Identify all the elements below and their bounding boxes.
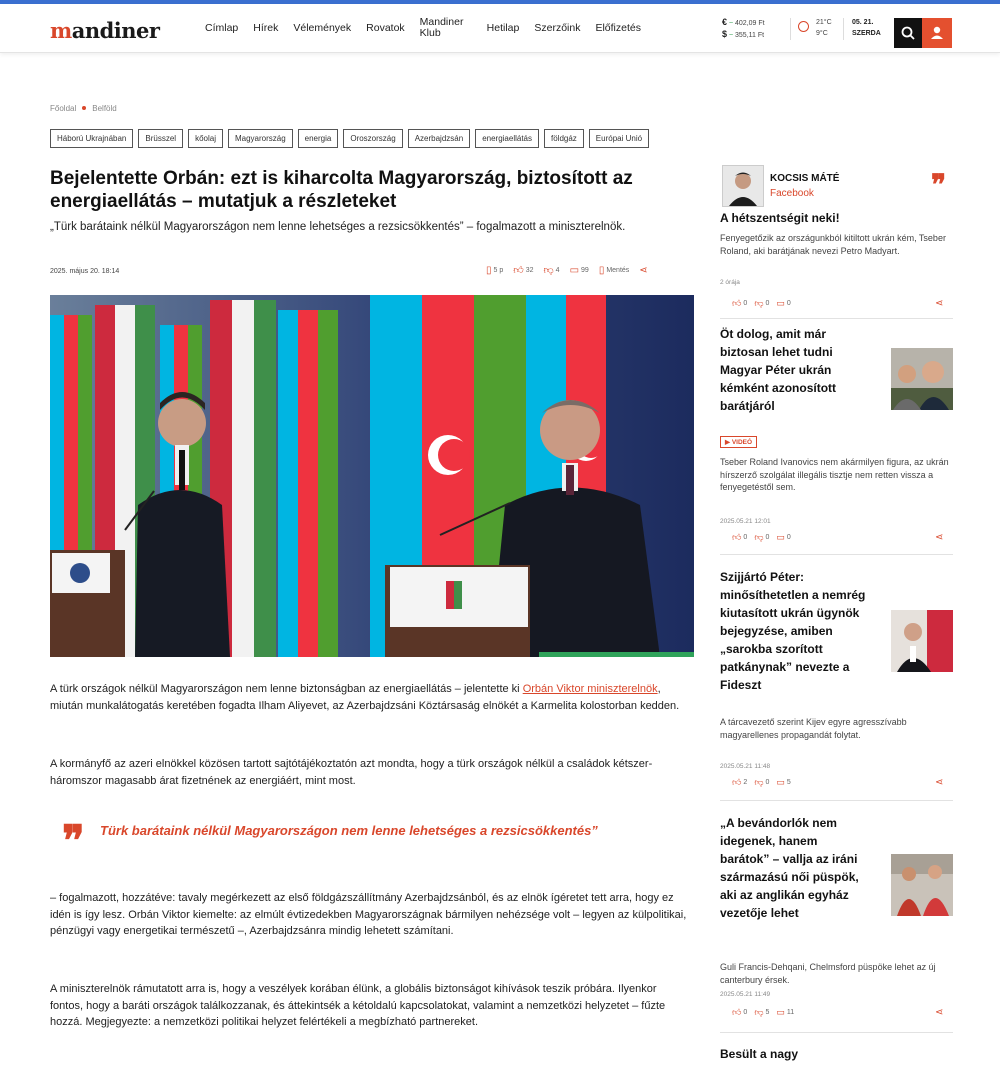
thumbs-down-icon: 👎︎	[754, 1007, 764, 1017]
comment-icon: ▭	[776, 298, 785, 308]
sidebar-stats	[732, 777, 798, 788]
sidebar-headline[interactable]: „A bevándorlók nem idegenek, hanem barátok” – vallja az iráni származású női püspök, aki az anglikán egyház vezetője lehet	[720, 816, 859, 920]
site-header: mandiner Címlap Hírek Vélemények Rovatok Mandiner Klub Hetilap Szerzőink Előfizetés € ~ 402,09 Ft $ ~ 355,11 Ft 21°C 9°C 05. 21. SZERDA	[0, 4, 1000, 53]
sidebar-excerpt: Tseber Roland Ivanovics nem akármilyen figura, az ukrán hírszerző szolgálat illegális tisztje nem retten vissza a fenyegetéstől sem.	[720, 457, 949, 492]
article-paragraph-2: A kormányfő az azeri elnökkel közösen tartott sajtótájékoztatón azt mondta, hogy a türk országok nélkül a családok kétszer-háromszor magasabb árat fizetnének az energiáért, mint most.	[50, 758, 653, 787]
comments-button[interactable]: ▭ 99	[569, 264, 589, 276]
sidebar-excerpt: Guli Francis-Dehqani, Chelmsford püspöke lehet az új canterbury érsek.	[720, 962, 936, 985]
like-button[interactable]: 👍︎ 32	[513, 265, 534, 276]
dislike-button[interactable]: 👎︎ 0	[754, 532, 770, 542]
thumbs-down-icon: 👎︎	[754, 298, 764, 308]
comment-icon: ▭	[776, 777, 785, 787]
user-button[interactable]	[922, 18, 952, 48]
comments-button[interactable]: ▭ 0	[776, 298, 791, 308]
article-stats	[486, 264, 660, 276]
user-icon	[922, 18, 952, 48]
nav-item-rovatok[interactable]: Rovatok	[366, 21, 405, 34]
tag[interactable]: Háború Ukrajnában	[50, 129, 133, 148]
article-lead: „Türk barátaink nélkül Magyarországon nem lenne lehetséges a rezsicsökkentés” – fogalmazott a miniszterelnök.	[50, 221, 626, 233]
site-logo[interactable]: mandiner	[50, 18, 160, 43]
share-icon: ⋖	[639, 264, 648, 276]
image-accent-bar	[539, 652, 694, 657]
sidebar-headline[interactable]: Öt dolog, amit már biztosan lehet tudni Magyar Péter ukrán kémként azonosított barátjáról	[720, 327, 837, 413]
dislike-button[interactable]: 👎︎ 4	[543, 265, 560, 276]
save-button[interactable]: ▯ Mentés	[598, 264, 630, 276]
sidebar-thumbnail[interactable]	[891, 610, 953, 672]
divider	[720, 1032, 953, 1033]
nav-item-cimlap[interactable]: Címlap	[205, 21, 239, 34]
orban-viktor-link[interactable]: Orbán Viktor miniszterelnök	[522, 683, 658, 695]
thumbs-up-icon: 👍︎	[732, 777, 742, 787]
divider	[720, 800, 953, 801]
dislike-button[interactable]: 👎︎ 5	[754, 1007, 770, 1017]
hero-image	[50, 295, 694, 657]
dislike-button[interactable]: 👎︎ 0	[754, 777, 770, 787]
tag[interactable]: földgáz	[544, 129, 584, 148]
share-icon[interactable]: ⋖	[935, 1007, 944, 1018]
thumbs-down-icon: 👎︎	[754, 777, 764, 787]
sidebar-stats	[732, 532, 798, 543]
thumbs-up-icon: 👍︎	[732, 1007, 742, 1017]
author-name: KOCSIS MÁTÉ	[770, 173, 840, 184]
tag[interactable]: Azerbajdzsán	[408, 129, 470, 148]
nav-item-szerzoink[interactable]: Szerzőink	[534, 21, 581, 34]
tag[interactable]: energia	[298, 129, 339, 148]
divider	[790, 18, 791, 40]
sidebar-date: 2025.05.21 11:48	[720, 763, 771, 770]
thumbs-up-icon: 👍︎	[513, 265, 524, 276]
tag[interactable]: energiaellátás	[475, 129, 539, 148]
header-date: 05. 21. SZERDA	[852, 19, 881, 37]
article-date: 2025. május 20. 18:14	[50, 268, 120, 275]
sidebar-headline[interactable]: Szijjártó Péter: minősíthetetlen a nemrég kiutasított ukrán ügynök bejegyzése, amiben „sarokba szorított patkánynak” nevezte a Fideszt	[720, 570, 866, 692]
divider	[720, 318, 953, 319]
breadcrumb	[50, 104, 117, 113]
bookmark-icon: ▯	[598, 264, 605, 276]
author-box[interactable]	[720, 165, 953, 210]
share-button[interactable]	[639, 265, 649, 276]
search-icon	[894, 18, 922, 48]
thumbs-down-icon: 👎︎	[754, 532, 764, 542]
tag[interactable]: Oroszország	[343, 129, 402, 148]
weather-icon	[798, 21, 809, 32]
quote-icon: ❞	[931, 168, 947, 201]
share-icon[interactable]: ⋖	[935, 298, 944, 309]
nav-item-hirek[interactable]: Hírek	[253, 21, 279, 34]
sidebar-thumbnail[interactable]	[891, 854, 953, 916]
comment-icon: ▭	[776, 532, 785, 542]
tag[interactable]: Magyarország	[228, 129, 293, 148]
pull-quote-text: Türk barátaink nélkül Magyarországon nem lenne lehetséges a rezsicsökkentés”	[100, 823, 598, 838]
nav-item-mandiner-klub[interactable]: Mandiner Klub	[419, 16, 464, 39]
like-button[interactable]: 👍︎ 2	[732, 777, 748, 787]
thumbs-down-icon: 👎︎	[543, 265, 554, 276]
tag[interactable]: kőolaj	[188, 129, 223, 148]
sidebar-stats	[732, 1007, 801, 1018]
book-icon: ▯	[486, 264, 492, 276]
sidebar-thumbnail[interactable]	[891, 348, 953, 410]
nav-item-elofizetes[interactable]: Előfizetés	[595, 21, 641, 34]
thumbs-up-icon: 👍︎	[732, 532, 742, 542]
thumbs-up-icon: 👍︎	[732, 298, 742, 308]
sidebar-excerpt: A tárcavezető szerint Kijev egyre agresszívabb magyarellenes propagandát folytat.	[720, 717, 907, 740]
author-source: Facebook	[770, 188, 814, 199]
article-paragraph-1: A türk országok nélkül Magyarországon nem lenne biztonságban az energiaellátás – jelentette ki Orbán Viktor miniszterelnök, miután munkalátogatás keretében fogadta Ilham Aliyevet, az Azerbajdzsáni Köztársaság elnökét a Karmelita kolostorban kedden.	[50, 683, 680, 712]
article-title: Bejelentette Orbán: ezt is kiharcolta Magyarország, biztosított az energiaellátás – mutatjuk a részleteket	[50, 168, 633, 212]
read-time: ▯ 5 p	[486, 264, 504, 276]
exchange-rates: € ~ 402,09 Ft $ ~ 355,11 Ft	[722, 17, 765, 39]
like-button[interactable]: 👍︎ 0	[732, 1007, 748, 1017]
tag[interactable]: Európai Unió	[589, 129, 649, 148]
nav-item-hetilap[interactable]: Hetilap	[486, 21, 520, 34]
article-paragraph-4: A miniszterelnök rámutatott arra is, hogy a veszélyek korában élünk, a globális biztonságot kihívások teszik próbára. Ilyenkor fontos, hogy a baráti országok találkozzanak, és áttekintsék a kétoldalú kapcsolatokat, valamint a nemzetközi helyzetet – fűzte hozzá. Megjegyezte: a nemzetközi politikai helyzet felértékeli a megbízható partnereket.	[50, 983, 666, 1028]
comments-button[interactable]: ▭ 0	[776, 532, 791, 542]
search-button[interactable]	[894, 18, 922, 48]
avatar	[722, 165, 764, 207]
comments-button[interactable]: ▭ 5	[776, 777, 791, 787]
article-paragraph-3: – fogalmazott, hozzátéve: tavaly megérkezett az első földgázszállítmány Azerbajdzsánból, és az elnök ígéretet tett arra, hogy ez idén is így lesz. Orbán Viktor kiemelte: az elmúlt évtizedekben Magyarországnak bármilyen nehézsége volt – legyen az külpolitikai, pénzügyi vagy energetikai természetű –, Azerbajdzsánra mindig lehetett számítani.	[50, 892, 687, 937]
breadcrumb-home[interactable]: Főoldal	[50, 104, 77, 113]
like-button[interactable]: 👍︎ 0	[732, 532, 748, 542]
tag-list	[50, 129, 654, 148]
press-conference-photo	[50, 295, 694, 657]
breadcrumb-section[interactable]: Belföld	[92, 104, 117, 113]
sidebar-date: 2025.05.21 12:01	[720, 518, 771, 525]
sidebar-excerpt: Fenyegetőzik az országunkból kitiltott ukrán kém, Tseber Roland, aki barátjának nevezi Petro Madyart.	[720, 233, 946, 256]
like-button[interactable]: 👍︎ 0	[732, 298, 748, 308]
divider	[843, 18, 844, 40]
video-badge: ▶ VIDEÓ	[720, 436, 757, 448]
tag[interactable]: Brüsszel	[138, 129, 183, 148]
eur-rate: 402,09 Ft	[735, 20, 765, 27]
main-nav	[205, 4, 656, 52]
comments-button[interactable]: ▭ 11	[776, 1007, 795, 1017]
sidebar-stats	[732, 298, 798, 309]
nav-item-velemenyek[interactable]: Vélemények	[293, 21, 352, 34]
usd-rate: 355,11 Ft	[735, 32, 765, 39]
sidebar-date: 2025.05.21 11:49	[720, 991, 771, 998]
quote-icon: ❞	[62, 816, 85, 865]
sidebar-headline[interactable]: A hétszentségit neki!	[720, 211, 840, 225]
comment-icon: ▭	[569, 264, 580, 276]
divider	[720, 554, 953, 555]
sidebar-headline[interactable]: Besült a nagy	[720, 1047, 799, 1061]
dislike-button[interactable]: 👎︎ 0	[754, 298, 770, 308]
share-icon[interactable]: ⋖	[935, 532, 944, 543]
sidebar-date: 2 órája	[720, 279, 740, 286]
share-icon[interactable]: ⋖	[935, 777, 944, 788]
comment-icon: ▭	[776, 1007, 785, 1017]
